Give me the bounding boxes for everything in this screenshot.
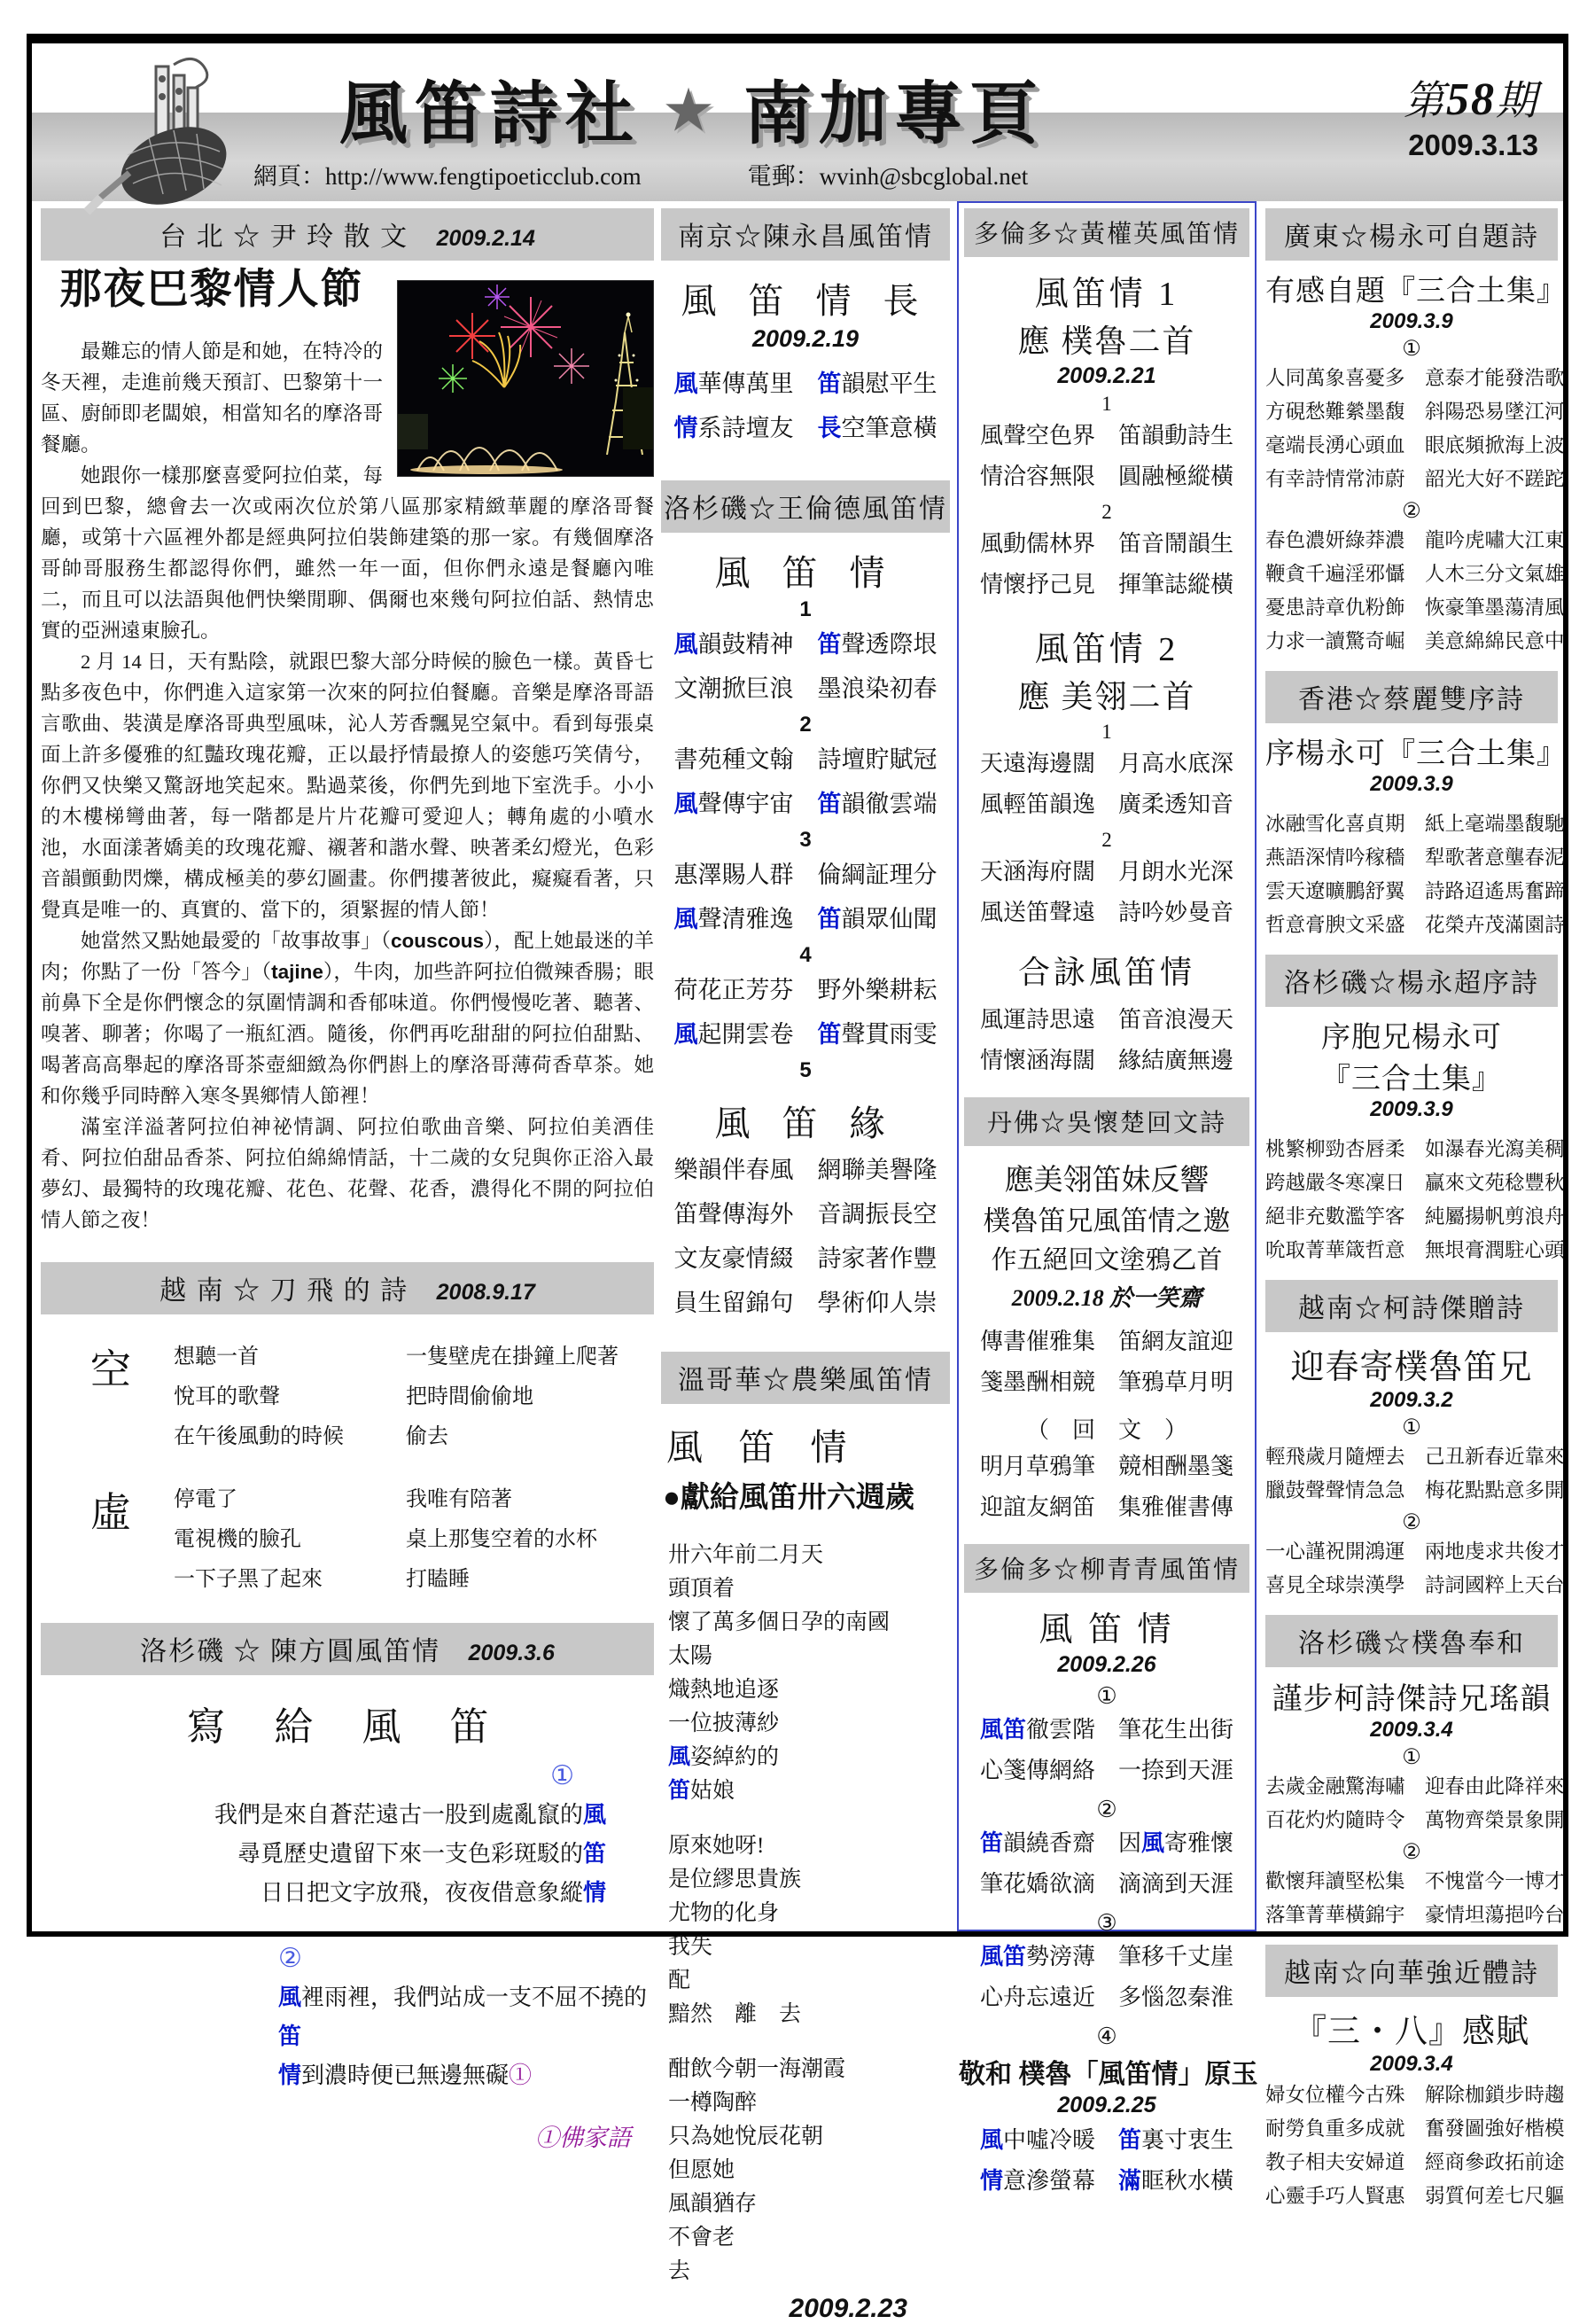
poem-footnote: ①佛家語: [535, 2125, 631, 2151]
contact-row: [253, 157, 1140, 191]
section-band-yangyongchao: 洛杉磯☆楊永超序詩: [1265, 955, 1558, 1007]
poem-line: 是位繆思貴族: [668, 1868, 802, 1891]
poem-date: 2009.3.9: [1370, 772, 1453, 796]
poem-line: 有幸詩情常沛蔚 韶光大好不蹉跎: [1265, 468, 1565, 490]
stanza-lines: [1265, 1865, 1565, 1932]
poem-line: 把時間偷偷地: [406, 1385, 533, 1408]
poem-dedication: ●獻給風笛卅六週歲: [663, 1482, 914, 1514]
poem-lines: [1265, 2078, 1565, 2213]
poem-left-lines: [163, 1337, 406, 1457]
poem-line: 風姿綽約的: [668, 1745, 780, 1769]
poem-title: 序楊永可『三合土集』: [1265, 738, 1567, 770]
poem-line: 歡懷拜讀堅松集 不愧當今一博才: [1265, 1870, 1565, 1892]
poem-date: 2009.2.25: [1057, 2093, 1156, 2117]
poem-line: 迎誼友網笛 集雅催書傳: [979, 1494, 1233, 1520]
section-band-vietnam-daofei: [41, 1262, 654, 1314]
poem-line: 情懷抒己見 揮筆誌縱橫: [979, 572, 1233, 597]
poem-line: 落筆菁華橫錦宇 豪情坦蕩挹吟台: [1265, 1904, 1565, 1926]
poem-line: 心靈手巧人賢惠 弱質何差七尺軀: [1265, 2185, 1565, 2207]
poem-line: 筆花嬌欲滴 滴滴到天涯: [979, 1871, 1233, 1897]
stanza-lines: [959, 2120, 1255, 2202]
poem-line: 燕語深情吟稼穡 犁歌著意壟春泥: [1265, 846, 1565, 869]
stanza-number: 2: [1101, 829, 1112, 851]
band-label: 台 北 ☆ 尹 玲 散 文: [160, 222, 409, 252]
section-band-vancouver: 溫哥華☆農樂風笛情: [661, 1352, 950, 1404]
poem-line: 一下子黑了起來: [174, 1568, 323, 1591]
poem-line: 風聲空色界 笛韻動詩生: [979, 423, 1233, 448]
essay-paragraph: 最難忘的情人節是和她，在特冷的冬天裡，走進前幾天預訂、巴黎第十一區、廚師即老闆娘，相當知名的摩洛哥餐廳。: [41, 340, 383, 456]
poem-line: 百花灼灼隨時令 萬物齊榮景象開: [1265, 1809, 1565, 1831]
poem-line: 情意滲螢幕 滿眶秋水橫: [979, 2168, 1234, 2194]
poem-line: 員生留錦句 學術仰人崇: [673, 1290, 938, 1316]
stanza-lines: [1265, 1440, 1565, 1508]
stanza-lines: [959, 1447, 1255, 1528]
poem-line: 在午後風動的時候: [174, 1425, 344, 1448]
poem-right-lines: [406, 1337, 619, 1457]
poem-line: 卅六年前二月天: [668, 1543, 824, 1567]
poem-line: 書苑種文翰 詩壇貯賦冠: [673, 746, 938, 773]
email-address[interactable]: 電郵：wvinh@sbcglobal.net: [747, 163, 1029, 190]
section-band-nanjing: 南京☆陳永昌風笛情: [661, 208, 950, 261]
poem-line: 天遠海邊闊 月高水底深: [979, 751, 1233, 776]
poem-title: 『三・八』感賦: [1294, 2014, 1529, 2050]
stanza-number: 5: [799, 1058, 812, 1082]
poem-date: 2009.3.4: [1370, 2052, 1453, 2076]
site-title-right: 南加專頁: [743, 76, 1046, 152]
poem-title-line2: 『三合土集』: [1321, 1064, 1502, 1096]
stanza-lines: [110, 1796, 606, 1913]
stanza-number: ④: [1096, 2024, 1117, 2049]
poem-title: 迎春寄樸魯笛兄: [1290, 1349, 1533, 1386]
stanza-number: ②: [1402, 1841, 1421, 1864]
poem-line: 我唯有陪著: [406, 1488, 512, 1511]
poem-right-lines: [406, 1480, 597, 1600]
stanza-number: ①: [1402, 1746, 1421, 1769]
poem-line: 一心謹祝開鴻運 兩地虔求共俊才: [1265, 1540, 1565, 1563]
poem-write-to-fengdi: [41, 1695, 654, 2153]
poem-line: 風中噓冷暖 笛裏寸衷生: [979, 2127, 1234, 2153]
poem-line: 桃繁柳勁杏唇柔 如瀑春光瀉美稠: [1265, 1138, 1565, 1160]
poem-subtitle: 敬和 樸魯「風笛情」原玉: [959, 2060, 1258, 2089]
poem-line: 箋墨酬相競 筆鴉草月明: [979, 1369, 1233, 1395]
stanza-lines: [959, 1823, 1255, 1905]
website-url[interactable]: 網頁：http://www.fengtipoeticclub.com: [253, 163, 642, 190]
poem-date: 2009.2.21: [1057, 363, 1156, 388]
poem-line: 桌上那隻空着的水杯: [406, 1528, 597, 1551]
masthead-header: [32, 43, 1563, 205]
poem-subtitle: 應 美翎二首: [1017, 679, 1196, 714]
poem-line: 風笛徹雲階 筆花生出街: [979, 1717, 1234, 1743]
poem-line: 樂韻伴春風 網聯美譽隆: [673, 1157, 938, 1183]
stanza-number: ①: [550, 1761, 574, 1790]
poem-line: 不會老: [668, 2226, 735, 2250]
poem-title: 有感自題『三合土集』: [1265, 276, 1567, 308]
stanza-lines: [661, 968, 950, 1057]
poem-line: 原來她呀!: [668, 1834, 765, 1858]
band-label: 越 南 ☆ 刀 飛 的 詩: [160, 1276, 409, 1306]
poem-line: 只為她悅辰花朝: [668, 2125, 824, 2149]
stanza-lines: [1265, 1770, 1565, 1837]
poem-line: 笛姑娘: [668, 1779, 735, 1803]
stanza-number: 2: [1101, 501, 1112, 523]
poem-line: 尋覓歷史遺留下來一支色彩斑駁的笛: [237, 1841, 606, 1867]
section-band-pulu: 洛杉磯☆樸魯奉和: [1265, 1615, 1558, 1667]
stanza-number: ①: [1402, 338, 1421, 361]
poem-lines: [661, 1148, 950, 1325]
poem-title-line: 作五絕回文塗鴉乙首: [991, 1246, 1223, 1275]
poem-line: 雲天遼曠鵬舒翼 詩路迢遙馬奮蹄: [1265, 880, 1565, 902]
stanza-lines: [959, 1710, 1255, 1791]
poem-line: 春色濃妍綠莽濃 龍吟虎嘯大江東: [1265, 529, 1565, 551]
poem-line: 力求一讀驚奇崛 美意綿綿民意中: [1265, 630, 1565, 652]
poem-line: 停電了: [174, 1488, 237, 1511]
poem-line: 情到濃時便已無邊無礙①: [278, 2063, 533, 2088]
poem-line: 風華傳萬里 笛韻慰平生: [673, 370, 938, 397]
poem-line: 尤物的化身: [668, 1901, 780, 1925]
poem-title: 風 笛 緣: [714, 1104, 897, 1143]
poem-line: 熾熱地追逐: [668, 1678, 780, 1702]
poem-date: 2009.3.4: [1370, 1718, 1453, 1742]
poem-title: 風 笛 情 長: [681, 281, 930, 321]
poem-title-line: 應美翎笛妹反響: [1004, 1165, 1210, 1197]
site-title: [253, 59, 1131, 158]
poem-line: 電視機的臉孔: [174, 1528, 301, 1551]
column-taipei-essay: [41, 208, 654, 2153]
palindrome-divider: （ 回 文 ）: [1025, 1417, 1187, 1443]
column-two: [661, 208, 950, 2324]
poem-line: 打瞌睡: [406, 1568, 470, 1591]
poem-line: 我失: [668, 1935, 713, 1959]
poem-line: 文友豪情綴 詩家著作豐: [673, 1245, 938, 1272]
poem-line: 惠澤賜人群 倫綱証理分: [673, 862, 938, 888]
essay-body: [41, 267, 654, 1236]
stanza-lines: [661, 1539, 950, 1808]
star-icon: ★: [665, 82, 720, 140]
band-date: 2009.3.6: [468, 1641, 555, 1665]
poem-line: 配: [668, 1969, 691, 1993]
essay-paragraph: 她跟你一樣那麼喜愛阿拉伯菜，每回到巴黎，總會去一次或兩次位於第八區那家精緻華麗的摩洛哥餐廳，或第十六區裡外都是經典阿拉伯裝飾建築的那一家。有幾個摩洛哥帥哥服務生都認得你們，雖然一年一面，但你們永遠是餐廳內唯二，而且可以法語與他們快樂閒聊、偶爾也來幾句阿拉伯話、熱情忠實的亞洲遠東臉孔。: [41, 464, 654, 642]
essay-paragraph: 2 月 14 日，天有點陰，就跟巴黎大部分時候的臉色一樣。黃昏七點多夜色中，你們進入這家第一次來的阿拉伯餐廳。音樂是摩洛哥語言歌曲、裝潢是摩洛哥典型風味，沁人芳香飄晃空氣中。看到每張桌面上許多優雅的紅豔玫瑰花瓣，正以最抒情最撩人的姿態巧笑倩兮，你們又快樂又驚訝地笑起來。點過菜後，你們先到地下室洗手。小小的木樓梯彎曲著，每一階都是片片花瓣可愛迎人；轉角處的小噴水池，水面漾著嬌美的玫瑰花瓣、襯著和諧水聲、映著柔幻燈光，色彩音韻顫動閃爍，構成極美的夢幻圖畫。你們摟著彼此，癡癡看著，只覺真是唯一的、真實的、當下的，須緊握的情人節！: [41, 651, 654, 921]
stanza-lines: [1265, 1535, 1565, 1603]
poem-title: 謹步柯詩傑詩兄瑤韻: [1272, 1683, 1552, 1716]
poem-line: 一位披薄紗: [668, 1712, 780, 1735]
stanza-lines: [661, 853, 950, 941]
stanza-1: [110, 1757, 606, 1913]
column-three-box: [957, 201, 1258, 2194]
poem-date: 2009.3.2: [1370, 1388, 1453, 1412]
poem-line: 風運詩思遠 笛音浪漫天: [979, 1007, 1233, 1033]
poem-line: 方硯愁難縈墨馥 斜陽恐易墜江河: [1265, 401, 1565, 423]
poem-title: 風笛情 1: [1034, 276, 1179, 313]
poem-line: 去歲金融驚海嘯 迎春由此降祥來: [1265, 1775, 1565, 1798]
poem-line: 頭頂着: [668, 1577, 735, 1601]
poem-line: 去: [668, 2259, 691, 2283]
issue-number: 第58期: [1404, 74, 1538, 125]
poem-date: 2009.2.19: [751, 325, 860, 352]
poem-line: 風起開雲卷 笛聲貫雨雯: [673, 1021, 938, 1048]
poem-line: 一隻壁虎在掛鐘上爬著: [406, 1345, 619, 1369]
stanza-lines: [1265, 362, 1565, 496]
stanza-number: 1: [799, 597, 812, 621]
essay-title: 那夜巴黎情人節: [59, 267, 364, 313]
poem-line: 風裡雨裡，我們站成一支不屈不撓的: [278, 1985, 648, 2010]
poem-line: 情系詩壇友 長空筆意橫: [673, 415, 938, 441]
poem-title: 風 笛 情: [714, 553, 897, 593]
poem-xu: [41, 1480, 654, 1600]
poem-line: 傳書催雅集 笛網友誼迎: [979, 1329, 1233, 1354]
poem-line: 風聲傳宇宙 笛韻徹雲端: [673, 791, 938, 817]
poem-title: 風 笛 情: [666, 1427, 860, 1468]
stanza-number: ①: [1402, 1416, 1421, 1439]
stanza-number: ①: [1096, 1683, 1117, 1709]
poem-lines: [959, 1000, 1255, 1081]
poem-lines: [661, 362, 950, 450]
poem-line: 跨越嚴冬寒凜日 贏來文苑稔豐秋: [1265, 1172, 1565, 1194]
section-band-keshijie: 越南☆柯詩傑贈詩: [1265, 1280, 1558, 1332]
poem-left-lines: [163, 1480, 406, 1600]
section-band-wanglunde: 洛杉磯☆王倫德風笛情: [661, 480, 950, 533]
stanza-lines: [959, 744, 1255, 825]
section-band-xianghuaqiang: 越南☆向華強近體詩: [1265, 1945, 1558, 1997]
fireworks-photo: [397, 280, 654, 477]
poem-title: 合詠風笛情: [1017, 955, 1195, 990]
page-frame: [27, 34, 1568, 2323]
section-band-wuhuaichu: 丹佛☆吳懷楚回文詩: [964, 1097, 1249, 1146]
poem-line: 風聲清雅逸 笛韻眾仙聞: [673, 906, 938, 932]
stanza-lines: [959, 524, 1255, 605]
poem-line: 風笛勢滂薄 筆移千丈崖: [979, 1944, 1234, 1969]
stanza-number: ③: [1096, 1910, 1117, 1936]
poem-line: 文潮掀巨浪 墨浪染初春: [673, 675, 938, 702]
site-title-left: 風笛詩社: [338, 76, 641, 152]
poem-line: 笛韻繞香齋 因風寄雅懷: [979, 1830, 1234, 1856]
poem-line: 懷了萬多個日孕的南國: [668, 1610, 891, 1634]
essay-paragraph: 滿室洋溢著阿拉伯神祕情調、阿拉伯歌曲音樂、阿拉伯美酒佳肴、阿拉伯甜品香茶、阿拉伯綿綿情話，十二歲的女兒與你正浴入最夢幻、最獨特的玫瑰花瓣、花色、花聲、花香，濃得化不開的阿拉伯情人節之夜！: [41, 1116, 654, 1231]
stanza-lines: [661, 737, 950, 826]
poem-line: 耐勞負重多成就 奮發圖強好楷模: [1265, 2117, 1565, 2140]
section-band-liuqingqing: 多倫多☆柳青青風笛情: [964, 1544, 1249, 1593]
poem-title-line: 樸魯笛兄風笛情之邀: [983, 1205, 1231, 1236]
stanza-number: 2: [799, 713, 812, 737]
section-band-cailishuang: 香港☆蔡麗雙序詩: [1265, 671, 1558, 723]
poem-lines: [1265, 807, 1565, 942]
band-date: 2008.9.17: [436, 1280, 535, 1305]
stanza-number: 4: [799, 943, 812, 967]
poem-line: 輕飛歲月隨煙去 己丑新春近靠來: [1265, 1446, 1565, 1468]
poem-line: 冰融雪化喜貞期 紙上毫端墨馥馳: [1265, 813, 1565, 835]
poem-line: 憂患詩章仇粉飾 恢豪筆墨蕩清風: [1265, 597, 1565, 619]
poem-lines: [1265, 1133, 1565, 1267]
section-band-chenfangyuan: [41, 1623, 654, 1675]
stanza-lines: [959, 852, 1255, 933]
poem-line: 吮取菁華箴哲意 無垠膏潤駐心頭: [1265, 1239, 1565, 1261]
stanza-lines: [959, 1937, 1255, 2018]
issue-info: [1404, 68, 1538, 162]
poem-line: 荷花正芳芬 野外樂耕耘: [673, 977, 938, 1003]
poem-line: 臘鼓聲聲情急急 梅花點點意多開: [1265, 1479, 1565, 1501]
essay-paragraph: 她當然又點她最愛的「故事故事」（couscous），配上她最迷的羊肉；你點了一份「答今」（tajine），牛肉，加些許阿拉伯微辣香腸；眼前鼻下全是你們懷念的氛圍情調和香郁味道。你們慢慢吃著、聽著、嗅著、聊著；你喝了一瓶紅酒。隨後，你們再吃甜甜的阿拉伯甜點、喝著高高舉起的摩洛哥茶壺細緻為你們斟上的摩洛哥薄荷香草茶。她和你幾乎同時醉入寒冬異鄉情人節裡！: [41, 930, 654, 1107]
stanza-lines: [661, 2053, 950, 2289]
stanza-number: 1: [1101, 393, 1112, 415]
poem-line: 教子相夫安婦道 經商參政拓前途: [1265, 2151, 1565, 2173]
poem-line: 風動儒林界 笛音鬧韻生: [979, 531, 1233, 557]
poem-line: 情洽容無限 圓融極縱橫: [979, 464, 1233, 489]
stanza-lines: [661, 1829, 950, 2032]
poem-big-char: 虛: [90, 1490, 131, 1535]
poem-line: 風輕笛韻逸 廣柔透知音: [979, 792, 1233, 817]
poem-date: 2009.2.23: [789, 2294, 907, 2323]
stanza-lines: [661, 622, 950, 711]
poem-line: 風送笛聲遠 詩吟妙曼音: [979, 900, 1233, 925]
poem-line: 心箋傳網絡 一捺到天涯: [979, 1758, 1233, 1783]
column-four: [1265, 208, 1567, 2213]
poem-line: 明月草鴉筆 競相酬墨箋: [979, 1454, 1233, 1479]
poem-subtitle: 應 樸魯二首: [1017, 324, 1196, 359]
poem-line: 哲意膏腴文采盛 花榮卉茂滿園詩: [1265, 914, 1565, 936]
poem-line: 太陽: [668, 1644, 713, 1668]
poem-line: 絕非充數濫竽客 純屬揚帆剪浪舟: [1265, 1205, 1565, 1228]
stanza-2: [278, 1939, 654, 2095]
poem-line: 風韻猶存: [668, 2192, 758, 2216]
poem-line: 毫端長湧心頭血 眼底頻掀海上波: [1265, 434, 1565, 456]
poem-line: 但愿她: [668, 2158, 735, 2182]
stanza-number: ②: [1402, 500, 1421, 523]
poem-title: 風笛情 2: [1034, 631, 1179, 668]
stanza-number: 3: [799, 828, 812, 852]
poem-line: 鞭貪千遍淫邪懾 人木三分文氣雄: [1265, 563, 1565, 585]
poem-line: 人同萬象喜憂多 意泰才能發浩歌: [1265, 367, 1565, 389]
band-label: 洛杉磯 ☆ 陳方圓風笛情: [140, 1637, 441, 1666]
stanza-lines: [1265, 524, 1565, 659]
poem-line: 日日把文字放飛，夜夜借意象縱情: [260, 1880, 606, 1906]
stanza-lines: [959, 416, 1255, 497]
poem-line: 天涵海府闊 月朗水光深: [979, 859, 1233, 885]
poem-line: 悅耳的歌聲: [174, 1385, 280, 1408]
poem-line: 我們是來自蒼茫遠古一股到處亂竄的風: [214, 1802, 606, 1828]
poem-line: 婦女位權今古殊 解除枷鎖步時趨: [1265, 2084, 1565, 2106]
poem-line: 情懷涵海闊 緣結廣無邊: [979, 1048, 1233, 1073]
stanza-number: 1: [1101, 721, 1112, 743]
poem-date: 2009.2.26: [1057, 1652, 1156, 1677]
poem-kong: [41, 1337, 654, 1457]
poem-title: 風 笛 情: [1039, 1611, 1175, 1649]
stanza-number: ②: [1402, 1511, 1421, 1534]
poem-big-char: 空: [90, 1347, 131, 1392]
section-band-huangquanying: 多倫多☆黃權英風笛情: [964, 208, 1249, 257]
poem-line: 風韻鼓精神 笛聲透際垠: [673, 631, 938, 658]
poem-line: 偷去: [406, 1425, 448, 1448]
bagpipe-logo-icon: [74, 49, 265, 222]
poem-line: 黯然 離 去: [668, 2002, 802, 2026]
poem-line: 笛: [278, 2024, 302, 2049]
stanza-number: ②: [1096, 1797, 1117, 1822]
stanza-lines: [278, 1978, 654, 2095]
stanza-number: ②: [278, 1944, 302, 1973]
poem-line: 一樽陶醉: [668, 2091, 758, 2115]
issue-date: 2009.3.13: [1408, 129, 1538, 161]
poem-line: 喜見全球崇漢學 詩詞國粹上天台: [1265, 1574, 1565, 1596]
poem-line: 想聽一首: [174, 1345, 259, 1369]
band-date: 2009.2.14: [436, 226, 535, 251]
poem-date: 2009.3.9: [1370, 309, 1453, 333]
poem-date: 2009.3.9: [1370, 1097, 1453, 1121]
poem-title: 寫 給 風 笛: [186, 1705, 509, 1749]
poem-line: 心舟忘遠近 多惱忽秦淮: [979, 1985, 1233, 2010]
section-band-yangyongke: 廣東☆楊永可自題詩: [1265, 208, 1558, 261]
poem-date: 2009.2.18 於一笑齋: [1011, 1285, 1202, 1311]
stanza-lines: [959, 1322, 1255, 1403]
poem-line: 笛聲傳海外 音調振長空: [673, 1201, 938, 1228]
poem-title: 序胞兄楊永可: [1321, 1022, 1502, 1054]
poem-line: 酣飲今朝一海潮霞: [668, 2057, 846, 2081]
